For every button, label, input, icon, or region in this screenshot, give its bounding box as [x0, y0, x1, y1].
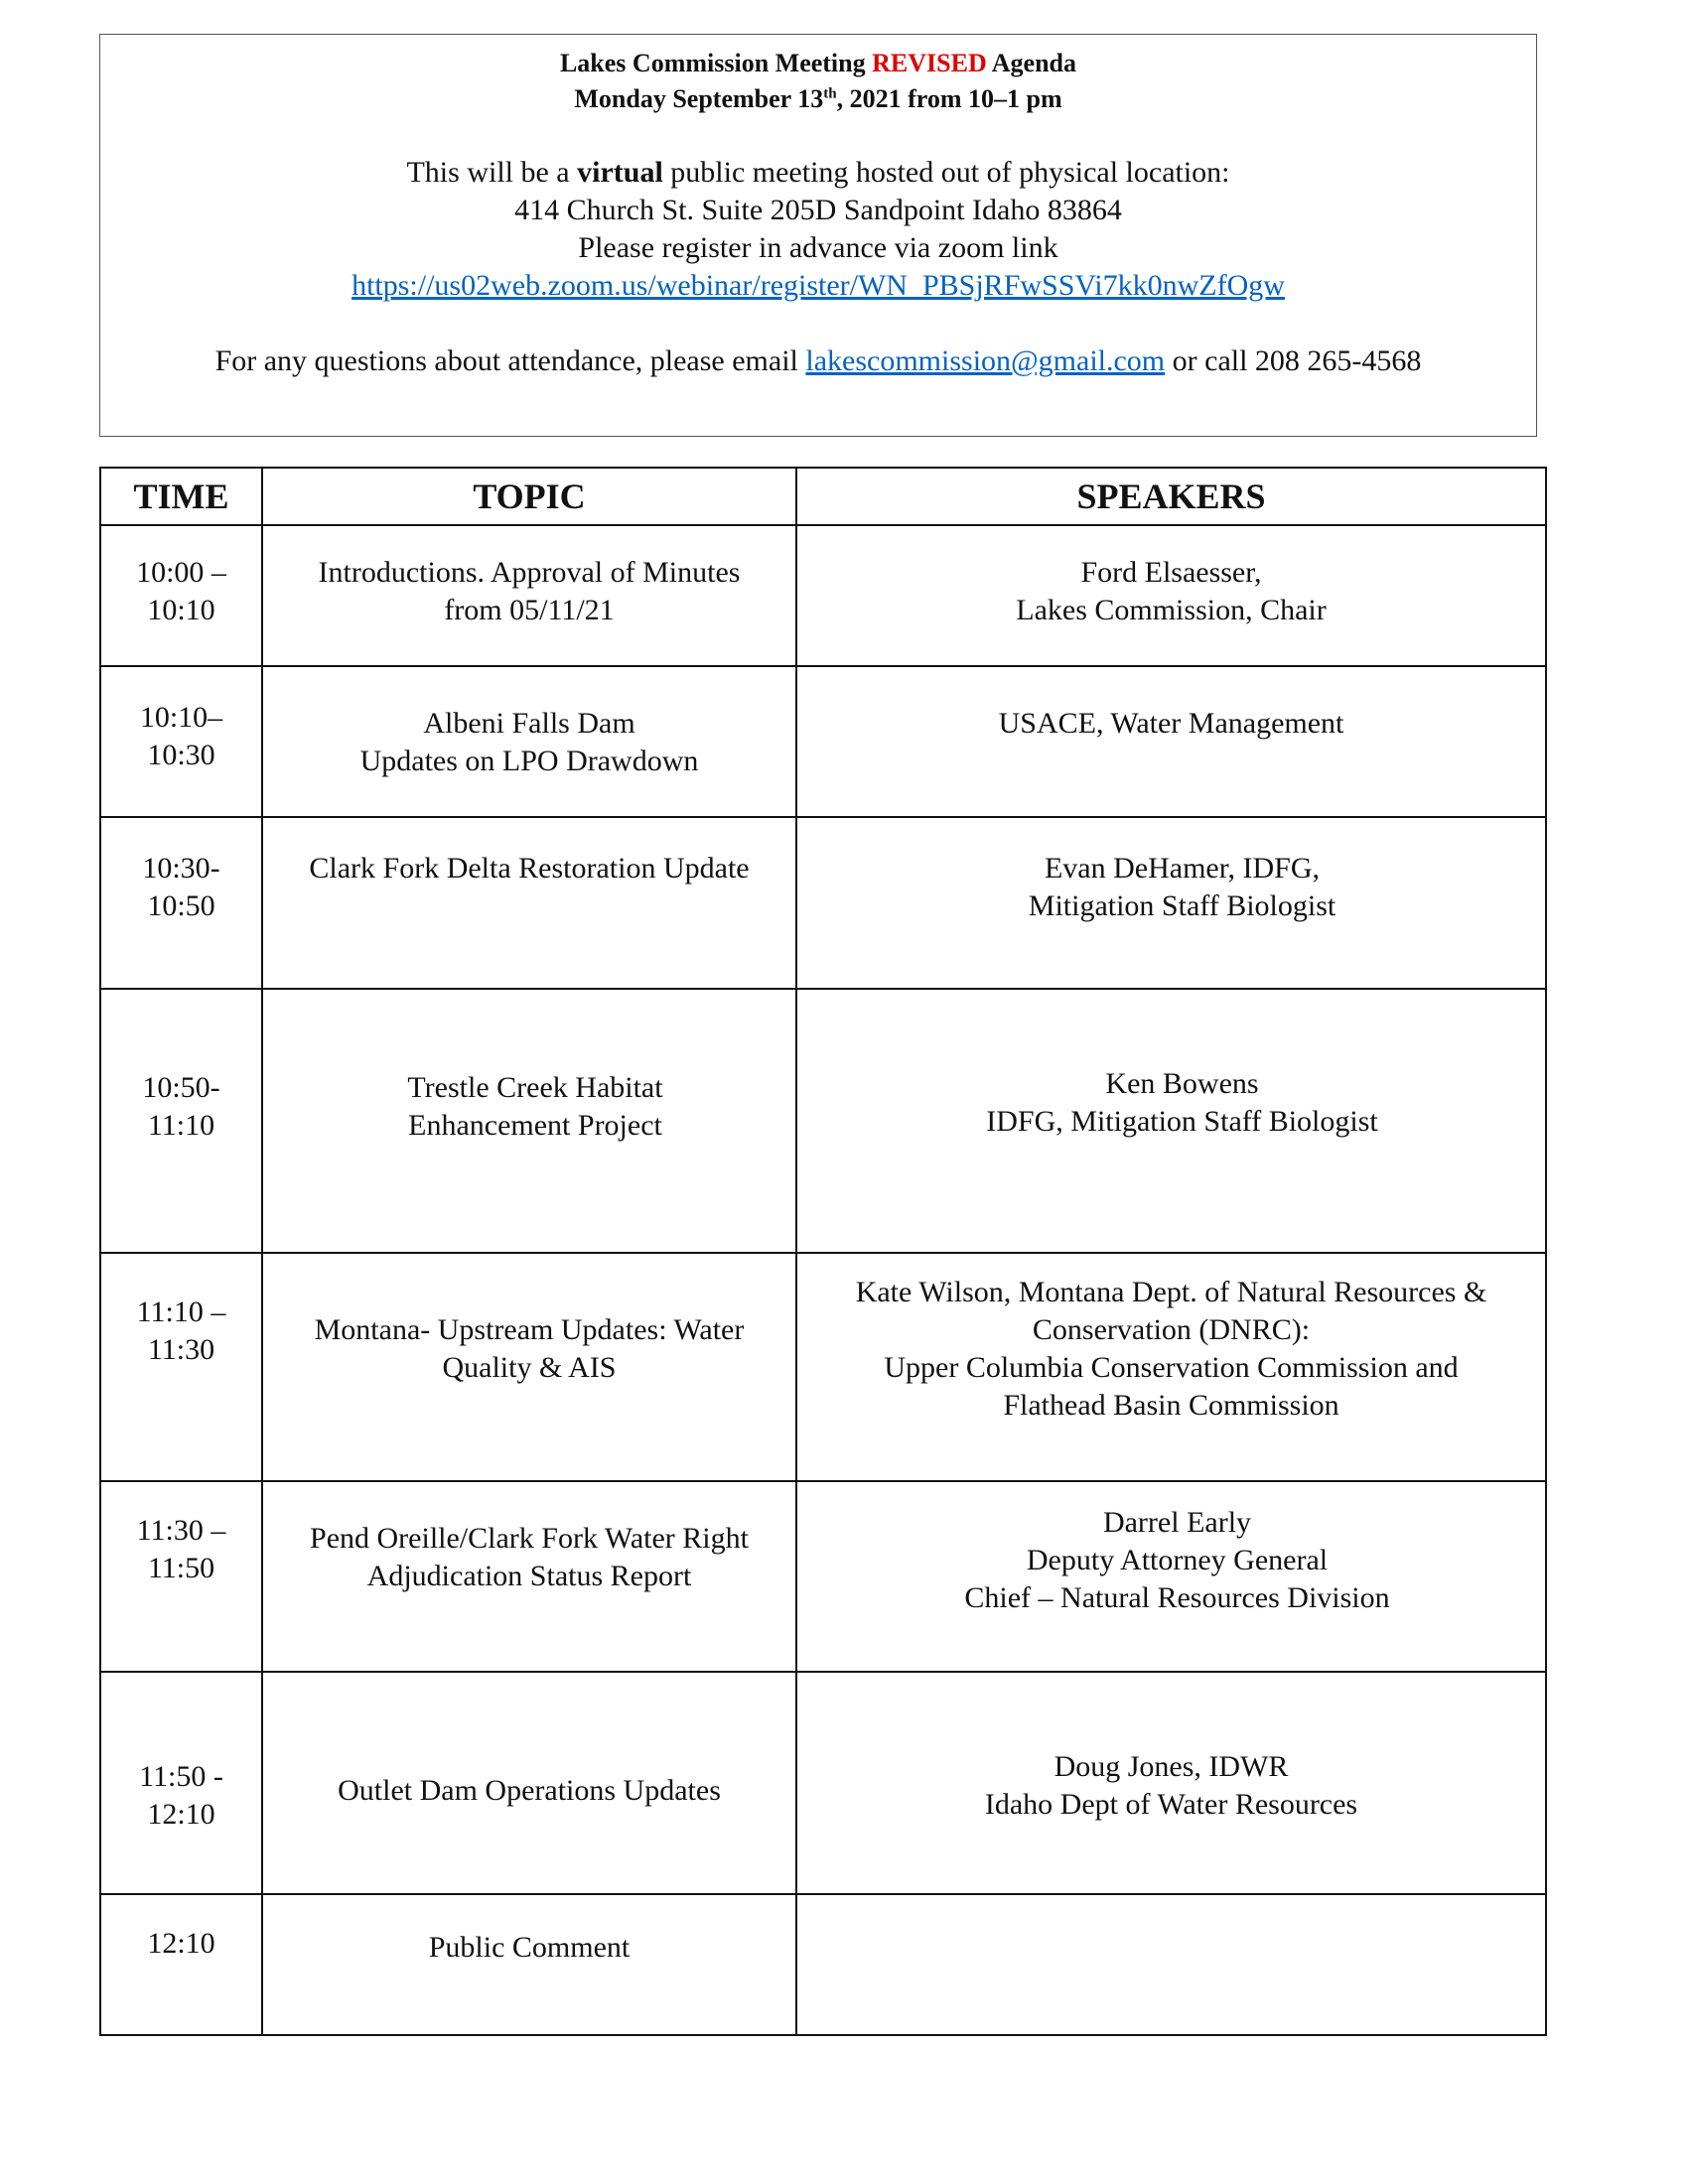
speaker-text: Idaho Dept of Water Resources	[984, 1788, 1358, 1821]
time-cell	[100, 1894, 262, 2035]
zoom-link-line	[100, 267, 1536, 305]
virtual-notice-suffix: public meeting hosted out of physical location:	[662, 156, 1230, 189]
topic-text: Enhancement Project	[408, 1109, 662, 1142]
time-text: 12:10	[147, 1798, 215, 1831]
agenda-title-prefix: Lakes Commission Meeting	[559, 49, 873, 77]
virtual-notice-prefix: This will be a	[406, 156, 578, 189]
time-text: 10:10	[147, 594, 215, 626]
time-text: 10:00 –	[136, 556, 226, 589]
speaker-text: Ford Elsaesser,	[1080, 556, 1262, 589]
speakers-cell	[796, 525, 1546, 666]
topic-cell	[262, 666, 796, 817]
topic-text: Clark Fork Delta Restoration Update	[309, 852, 750, 885]
speaker-text: Ken Bowens	[1105, 1067, 1259, 1100]
meeting-address: 414 Church St. Suite 205D Sandpoint Idaho 83864	[514, 194, 1122, 226]
speaker-text: Chief – Natural Resources Division	[964, 1581, 1390, 1614]
speakers-cell	[796, 989, 1546, 1253]
time-cell	[100, 1672, 262, 1894]
speaker-text: Lakes Commission, Chair	[1016, 594, 1327, 626]
time-cell	[100, 1253, 262, 1481]
time-cell	[100, 989, 262, 1253]
meeting-date	[100, 82, 1536, 116]
contact-line	[100, 342, 1536, 380]
time-text: 10:30-	[142, 852, 220, 885]
contact-suffix: or call 208 265-4568	[1165, 344, 1422, 377]
topic-cell	[262, 1481, 796, 1672]
speakers-cell	[796, 1481, 1546, 1672]
speakers-cell	[796, 1894, 1546, 2035]
time-text: 11:50 -	[139, 1760, 223, 1793]
meeting-date-prefix: Monday September 13	[574, 84, 824, 113]
topic-text: Adjudication Status Report	[366, 1560, 692, 1592]
table-row	[100, 989, 1546, 1253]
topic-cell	[262, 1894, 796, 2035]
time-cell	[100, 525, 262, 666]
speaker-text: Darrel Early	[1102, 1506, 1252, 1539]
time-cell	[100, 666, 262, 817]
time-text: 10:50-	[142, 1071, 220, 1104]
virtual-meeting-notice	[100, 154, 1536, 192]
virtual-notice-bold: virtual	[577, 156, 663, 189]
time-text: 11:10 –	[136, 1296, 226, 1328]
speaker-text: Mitigation Staff Biologist	[1028, 889, 1336, 922]
table-row	[100, 666, 1546, 817]
speaker-text: Deputy Attorney General	[1026, 1544, 1329, 1576]
topic-cell	[262, 525, 796, 666]
speaker-text: Kate Wilson, Montana Dept. of Natural Resources &	[855, 1276, 1487, 1308]
speakers-cell	[796, 666, 1546, 817]
speaker-text: Evan DeHamer, IDFG,	[1044, 852, 1321, 885]
speakers-cell	[796, 1672, 1546, 1894]
meeting-info-box	[99, 34, 1537, 437]
agenda-table	[99, 467, 1547, 2036]
table-row	[100, 817, 1546, 989]
agenda-title	[100, 47, 1536, 80]
table-row	[100, 1253, 1546, 1481]
contact-prefix: For any questions about attendance, please email	[214, 344, 806, 377]
topic-text: Updates on LPO Drawdown	[359, 745, 699, 777]
topic-text: Quality & AIS	[442, 1351, 617, 1384]
time-text: 11:50	[147, 1552, 215, 1584]
time-text: 11:30 –	[136, 1514, 226, 1547]
speaker-text: Conservation (DNRC):	[1032, 1313, 1311, 1346]
time-column-header: TIME	[100, 468, 262, 525]
time-cell	[100, 1481, 262, 1672]
topic-cell	[262, 1253, 796, 1481]
time-text: 11:10	[147, 1109, 215, 1142]
register-instruction: Please register in advance via zoom link	[578, 231, 1058, 264]
time-text: 12:10	[147, 1927, 215, 1960]
time-text: 10:50	[147, 889, 215, 922]
topic-text: Public Comment	[428, 1931, 631, 1964]
topic-text: Outlet Dam Operations Updates	[338, 1774, 721, 1807]
speaker-text: USACE, Water Management	[998, 707, 1344, 740]
topic-text: Montana- Upstream Updates: Water	[314, 1313, 745, 1346]
time-text: 11:30	[147, 1333, 215, 1366]
topic-cell	[262, 989, 796, 1253]
agenda-title-suffix: Agenda	[986, 49, 1077, 77]
topic-cell	[262, 817, 796, 989]
speaker-text: Upper Columbia Conservation Commission and	[884, 1351, 1459, 1384]
table-row	[100, 1481, 1546, 1672]
topic-text: Trestle Creek Habitat	[407, 1071, 663, 1104]
speaker-text: Doug Jones, IDWR	[1054, 1750, 1289, 1783]
table-row	[100, 1672, 1546, 1894]
contact-email-link[interactable]: lakescommission@gmail.com	[805, 344, 1166, 377]
time-cell	[100, 817, 262, 989]
revised-label: REVISED	[872, 49, 987, 77]
meeting-date-suffix: , 2021 from 10–1 pm	[836, 84, 1062, 113]
speakers-column-header: SPEAKERS	[796, 468, 1546, 525]
topic-column-header: TOPIC	[262, 468, 796, 525]
topic-text: Albeni Falls Dam	[423, 707, 635, 740]
speaker-text: Flathead Basin Commission	[1003, 1389, 1339, 1422]
time-text: 10:30	[147, 739, 215, 771]
meeting-date-ordinal: th	[823, 85, 837, 102]
speakers-cell	[796, 1253, 1546, 1481]
speakers-cell	[796, 817, 1546, 989]
table-row	[100, 1894, 1546, 2035]
topic-text: from 05/11/21	[444, 594, 615, 626]
agenda-header-row	[100, 468, 1546, 525]
time-text: 10:10–	[139, 701, 223, 734]
topic-cell	[262, 1672, 796, 1894]
topic-text: Introductions. Approval of Minutes	[318, 556, 741, 589]
table-row	[100, 525, 1546, 666]
speaker-text: IDFG, Mitigation Staff Biologist	[986, 1105, 1378, 1138]
zoom-registration-link[interactable]: https://us02web.zoom.us/webinar/register/WN_PBSjRFwSSVi7kk0nwZfOgw	[352, 269, 1285, 302]
topic-text: Pend Oreille/Clark Fork Water Right	[310, 1522, 749, 1555]
